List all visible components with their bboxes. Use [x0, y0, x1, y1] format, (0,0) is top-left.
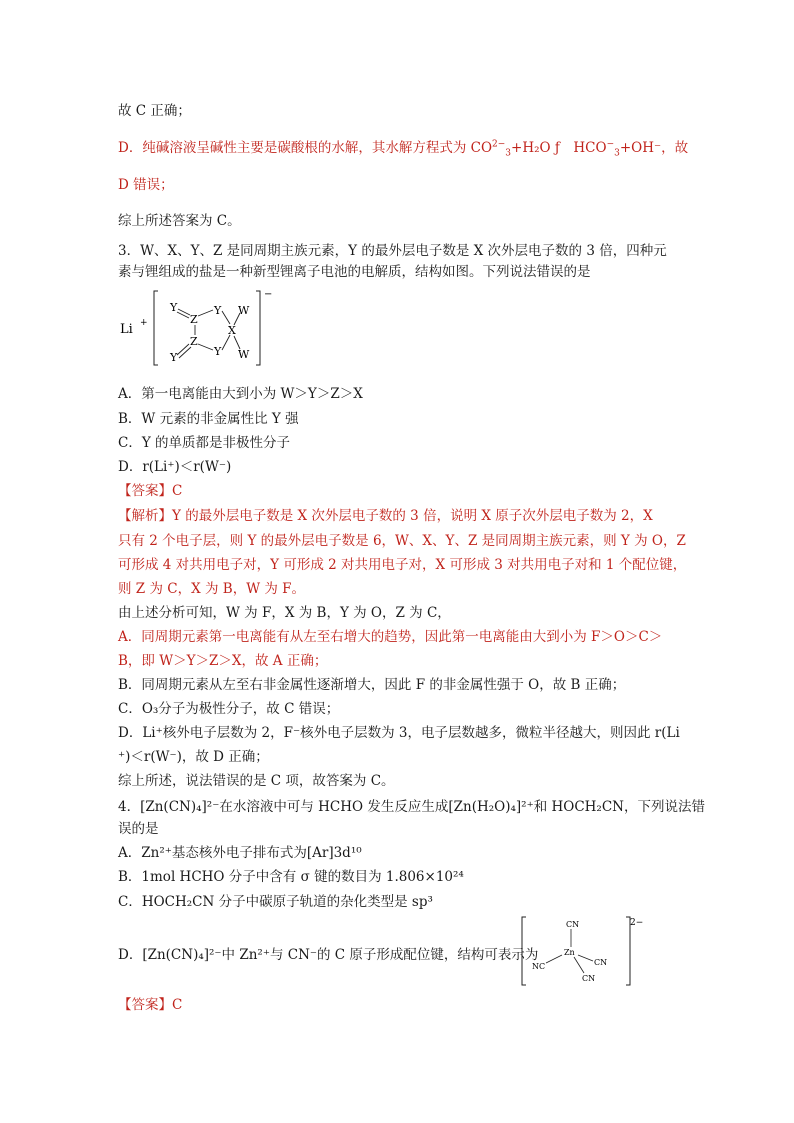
explanation-line: 则 Z 为 C，X 为 B，W 为 F。 [118, 581, 306, 597]
atom-label: Y [214, 345, 222, 358]
complex-charge: 2− [630, 918, 644, 928]
answer-label: 【答案】C [118, 997, 183, 1013]
lithium-salt-structure [118, 287, 288, 369]
ligand-label: NC [532, 962, 546, 971]
atom-label: Z [190, 335, 198, 348]
explanation-line: 可形成 4 对共用电子对，Y 可形成 2 对共用电子对，X 可形成 3 对共用电子对和 1 个配位键， [118, 557, 687, 573]
option-d-explanation [118, 139, 688, 157]
option-a: A．第一电离能由大到小为 W＞Y＞Z＞X [118, 386, 363, 402]
cation-label: Li [120, 322, 133, 337]
ligand-label: CN [594, 958, 608, 967]
atom-label: Z [190, 313, 198, 326]
explanation-line: 【解析】Y 的最外层电子数是 X 次外层电子数的 3 倍，说明 X 原子次外层电子数为 2，X [118, 508, 653, 524]
complex-labels [532, 920, 607, 983]
atom-label: W [238, 348, 250, 361]
explanation-line: 只有 2 个电子层，则 Y 的最外层电子数是 6，W、X、Y、Z 是同周期主族元素，则 Y 为 O，Z [118, 533, 686, 549]
text-segment: +OH⁻，故 [619, 140, 689, 156]
option-c: C．HOCH₂CN 分子中碳原子轨道的杂化类型是 sp³ [118, 894, 433, 910]
atom-label: Y [214, 304, 222, 317]
text-segment: +H₂O ƒ HCO [511, 140, 607, 156]
subscript: 3 [505, 148, 512, 159]
text-line: 综上所述答案为 C。 [118, 213, 241, 229]
anion-charge: − [264, 289, 273, 300]
ligand-label: CN [566, 920, 580, 929]
atom-label: Y [170, 301, 178, 314]
option-d: D．[Zn(CN)₄]²⁻中 Zn²⁺与 CN⁻的 C 原子形成配位键，结构可表示为 [118, 947, 539, 963]
explanation-line: D．Li⁺核外电子层数为 2，F⁻核外电子层数为 3，电子层数越多，微粒半径越大，则因此 r(Li [118, 725, 680, 741]
question-3-stem: 素与锂组成的盐是一种新型锂离子电池的电解质，结构如图。下列说法错误的是 [118, 264, 591, 280]
explanation-line: C．O₃分子为极性分子，故 C 错误； [118, 701, 340, 717]
left-bracket [522, 917, 526, 985]
option-d: D．r(Li⁺)＜r(W⁻) [118, 459, 232, 475]
option-b: B．W 元素的非金属性比 Y 强 [118, 411, 299, 427]
cation-charge: + [140, 318, 148, 328]
left-bracket [154, 291, 158, 365]
question-4-stem: 误的是 [118, 821, 159, 837]
atom-label: Y [170, 351, 178, 364]
option-c: C．Y 的单质都是非极性分子 [118, 435, 291, 451]
option-a: A．Zn²⁺基态核外电子排布式为[Ar]3d¹⁰ [118, 845, 362, 861]
text-segment: D．纯碱溶液呈碱性主要是碳酸根的水解，其水解方程式为 CO [118, 140, 493, 156]
text-line: D 错误； [118, 177, 174, 193]
explanation-line: B，即 W＞Y＞Z＞X，故 A 正确； [118, 653, 328, 669]
question-4-stem: 4．[Zn(CN)₄]²⁻在水溶液中可与 HCHO 发生反应生成[Zn(H₂O)₄]²⁺和 HOCH₂CN，下列说法错 [118, 799, 705, 815]
center-atom: Zn [564, 948, 575, 957]
explanation-line: 综上所述，说法错误的是 C 项，故答案为 C。 [118, 773, 395, 789]
atom-label: X [228, 324, 236, 337]
zinc-cyanide-complex-structure [520, 915, 644, 987]
text-line: 故 C 正确； [118, 103, 191, 119]
atom-label: W [238, 304, 250, 317]
explanation-line: A．同周期元素第一电离能有从左至右增大的趋势，因此第一电离能由大到小为 F＞O＞C＞ [118, 629, 663, 645]
right-bracket [256, 291, 260, 365]
explanation-line: B．同周期元素从左至右非金属性逐渐增大，因此 F 的非金属性强于 O，故 B 正确； [118, 677, 626, 693]
subscript: 3 [614, 148, 620, 159]
ligand-label: CN [582, 974, 596, 983]
explanation-line: 由上述分析可知，W 为 F，X 为 B，Y 为 O，Z 为 C， [118, 605, 451, 621]
superscript: 2− [492, 139, 506, 150]
option-b: B．1mol HCHO 分子中含有 σ 键的数目为 1.806×10²⁴ [118, 869, 464, 885]
superscript: − [606, 139, 615, 150]
explanation-line: ⁺)＜r(W⁻)，故 D 正确； [118, 749, 269, 765]
answer-label: 【答案】C [118, 483, 183, 499]
question-3-stem: 3．W、X、Y、Z 是同周期主族元素，Y 的最外层电子数是 X 次外层电子数的 3 倍，四种元 [118, 243, 667, 259]
